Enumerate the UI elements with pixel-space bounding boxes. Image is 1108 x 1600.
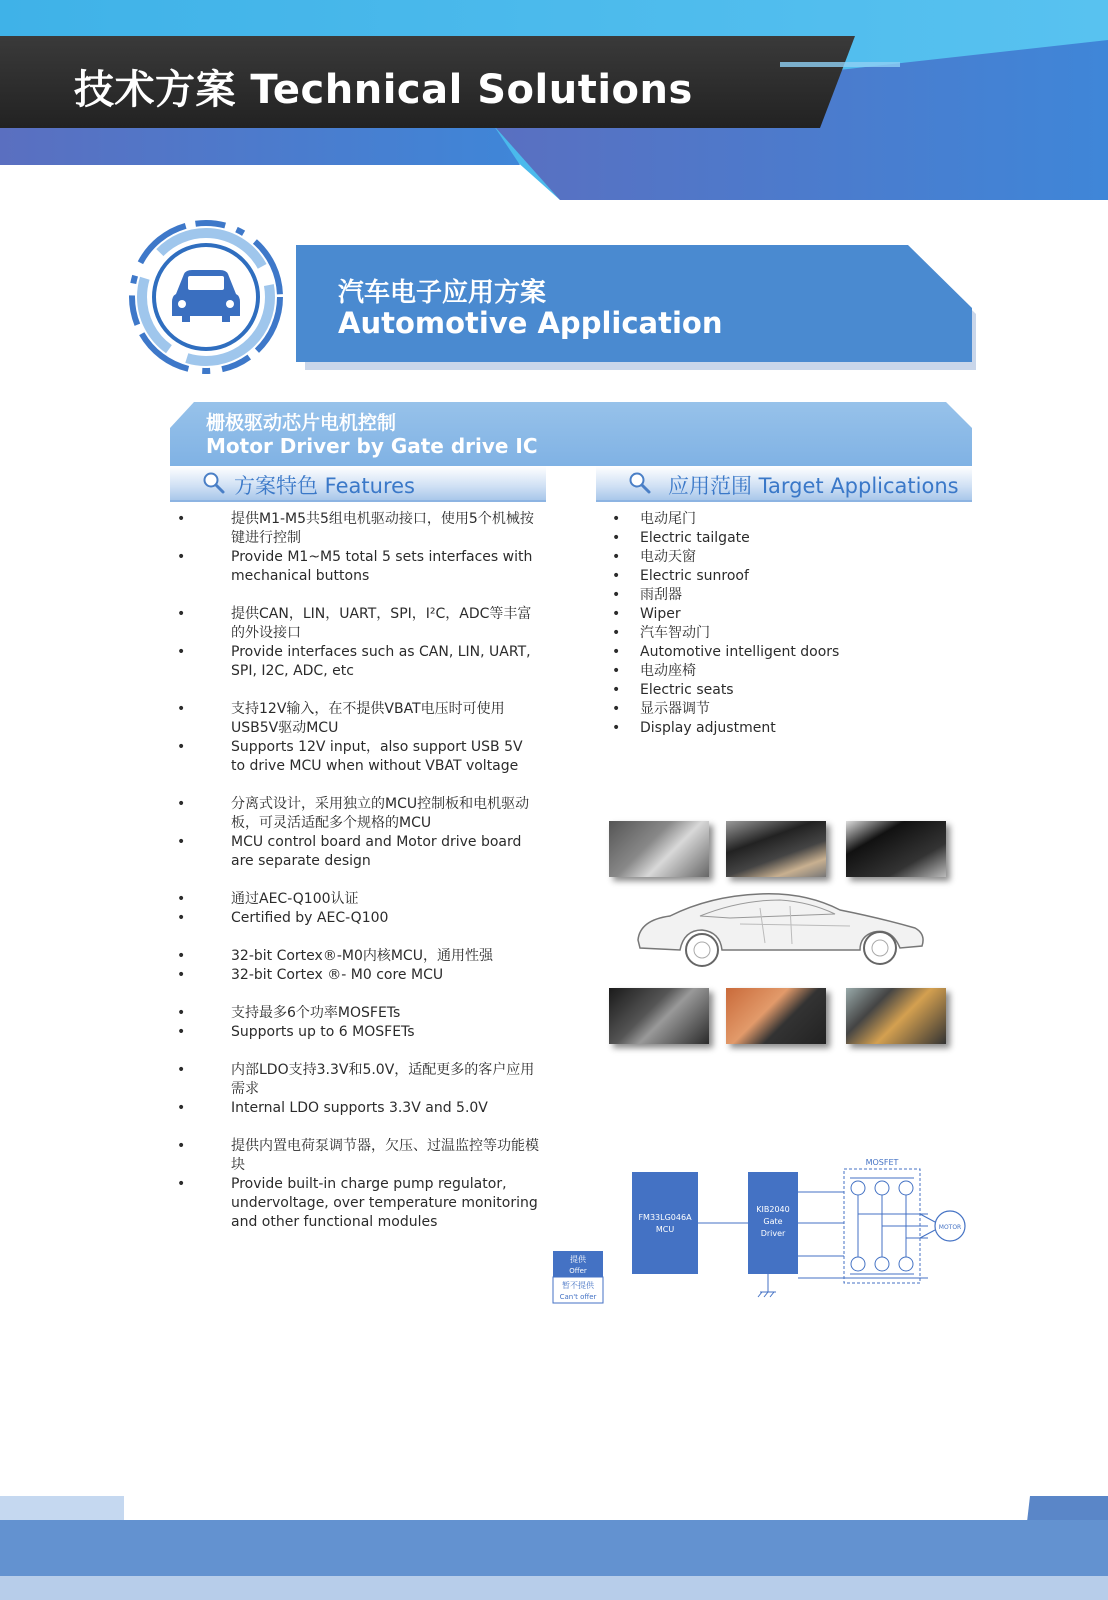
list-item: • 电动尾门: [612, 511, 696, 527]
automotive-banner: [126, 212, 976, 382]
tailgate-photo: [609, 821, 709, 877]
driver-label-1: KIB2040: [756, 1205, 790, 1214]
mcu-label-2: MCU: [655, 1225, 675, 1234]
list-item: • Wiper: [612, 606, 681, 622]
car-icon: [132, 223, 280, 371]
list-item: • 显示器调节: [612, 701, 710, 717]
door-controls-photo: [609, 988, 709, 1044]
list-item: • 分离式设计，采用独立的MCU控制板和电机驱动板，可灵活适配多个规格的MCU: [177, 796, 530, 831]
list-item: • 32-bit Cortex®-M0内核MCU，通用性强: [177, 948, 493, 964]
list-item: • 提供内置电荷泵调节器，欠压、过温监控等功能模块: [177, 1138, 539, 1173]
applications-header: [596, 466, 972, 502]
sunroof-photo: [726, 821, 826, 877]
list-item: • 提供M1-M5共5组电机驱动接口，使用5个机械按键进行控制: [177, 511, 534, 546]
list-item: • Electric seats: [612, 682, 734, 698]
list-item: • Electric tailgate: [612, 530, 750, 546]
list-item: • 支持12V输入，在不提供VBAT电压时可使用USB5V驱动MCU: [177, 701, 505, 736]
applications-list: [612, 510, 960, 738]
mcu-block: [632, 1172, 698, 1274]
list-item: • Certified by AEC-Q100: [177, 910, 389, 926]
list-item: • Provide M1~M5 total 5 sets interfaces with mechanical buttons: [177, 549, 533, 584]
mosfet-transistors: [850, 1178, 928, 1274]
banner-title-cn: 汽车电子应用方案: [338, 278, 547, 308]
list-item: • Internal LDO supports 3.3V and 5.0V: [177, 1100, 488, 1116]
block-diagram: [550, 1158, 970, 1308]
list-item: • MCU control board and Motor drive board are separate design: [177, 834, 522, 869]
section-title-en: Motor Driver by Gate drive IC: [206, 434, 538, 458]
list-item: • 32-bit Cortex ®- M0 core MCU: [177, 967, 444, 983]
list-item: • Electric sunroof: [612, 568, 749, 584]
list-item: • Supports up to 6 MOSFETs: [177, 1024, 415, 1040]
section-title-cn: 栅极驱动芯片电机控制: [206, 412, 397, 434]
list-item: • Provide built-in charge pump regulator, undervoltage, over temperature monitoring and other functional modules: [177, 1176, 538, 1230]
page-title: 技术方案 Technical Solutions: [74, 67, 693, 113]
legend-nooffer-en: Can't offer: [559, 1293, 597, 1301]
list-item: • 提供CAN，LIN，UART，SPI，I²C，ADC等丰富的外设接口: [177, 606, 532, 641]
car-wireframe-image: [630, 888, 930, 970]
magnifier-icon: [628, 471, 652, 495]
legend-nooffer-cn: 暂不提供: [562, 1281, 594, 1290]
applications-title: 应用范围 Target Applications: [668, 474, 959, 498]
electric-seat-photo: [726, 988, 826, 1044]
mcu-label-1: FM33LG046A: [638, 1213, 692, 1222]
features-list: [177, 510, 541, 1232]
magnifier-icon: [202, 471, 226, 495]
list-item: • 通过AEC-Q100认证: [177, 891, 359, 907]
list-item: • 内部LDO支持3.3V和5.0V，适配更多的客户应用需求: [177, 1062, 535, 1097]
display-adjustment-photo: [846, 988, 946, 1044]
features-header: [170, 466, 546, 502]
driver-label-2: Gate: [763, 1217, 783, 1226]
list-item: • 支持最多6个功率MOSFETs: [177, 1005, 401, 1021]
windshield-wiper-photo: [846, 821, 946, 877]
motor-label: MOTOR: [938, 1224, 962, 1231]
driver-label-3: Driver: [760, 1229, 786, 1238]
list-item: • 汽车智动门: [612, 625, 710, 641]
legend-offer-cn: 提供: [570, 1255, 586, 1264]
mosfet-label: MOSFET: [865, 1158, 899, 1167]
list-item: • 电动天窗: [612, 549, 696, 565]
banner-title-en: Automotive Application: [338, 306, 723, 340]
list-item: • 电动座椅: [612, 663, 696, 679]
list-item: • 雨刮器: [612, 587, 682, 603]
list-item: • Supports 12V input，also support USB 5V to drive MCU when without VBAT voltage: [177, 739, 523, 774]
list-item: • Automotive intelligent doors: [612, 644, 840, 660]
footer-band: [0, 1496, 1108, 1600]
list-item: • Display adjustment: [612, 720, 776, 736]
list-item: • Provide interfaces such as CAN, LIN, UART, SPI, I2C, ADC, etc: [177, 644, 531, 679]
legend-offer-en: Offer: [569, 1267, 587, 1275]
features-title: 方案特色 Features: [234, 474, 415, 498]
